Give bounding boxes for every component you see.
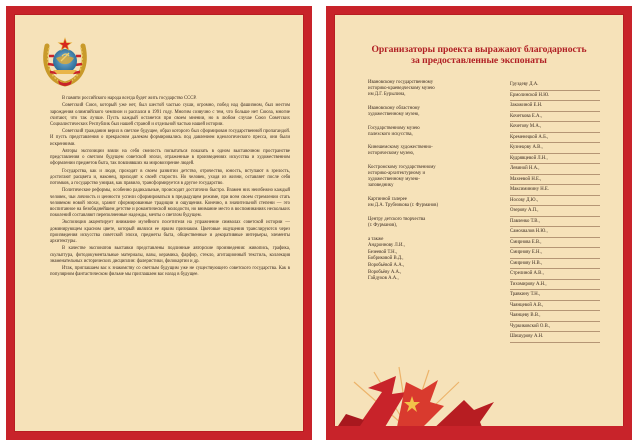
right-page-frame: [326, 6, 632, 440]
paragraph: В памяти российского народа всегда будет жить государство СССР.: [62, 96, 197, 101]
name-item: Тихомирову А.Н.,: [510, 280, 600, 291]
organization-entry: [368, 197, 486, 209]
organization-entry: [368, 106, 486, 118]
private-name: Бобриковой В.Д.,: [368, 256, 404, 262]
org-line: Государственному музею: [368, 125, 420, 131]
name-item: Стрелиной А.В.,: [510, 269, 600, 280]
organizations-list: [368, 80, 486, 283]
name-item: Ермолинской Н.Ю.: [510, 91, 600, 102]
organization-entry: [368, 80, 486, 98]
name-item: Самохвалов Н.Ю.,: [510, 227, 600, 238]
org-line: (г. Фурманов),: [368, 222, 398, 228]
organization-entry: [368, 126, 486, 138]
page-title: [342, 45, 616, 66]
name-item: Кременецкой А.Б.,: [510, 133, 600, 144]
private-prefix: а также: [368, 236, 384, 242]
organization-entry: [368, 217, 486, 229]
name-item: Груздеву Д.А.: [510, 80, 600, 91]
organization-entry: [368, 165, 486, 189]
private-name: Гайдуков А.А.,: [368, 276, 399, 282]
organization-entry: [368, 145, 486, 157]
org-line: заповеднику: [368, 183, 394, 189]
org-line: историко-краеведческому музею: [368, 86, 435, 91]
name-item: Закожиной Е.Н.: [510, 101, 600, 112]
red-banners-decoration: [334, 362, 624, 432]
org-line: историческому музею,: [368, 151, 415, 157]
title-line: Организаторы проекта выражают благодарность: [371, 44, 587, 55]
names-list: [510, 80, 600, 343]
org-line: Кинешемскому художественно-: [368, 145, 433, 151]
org-line: художественному музею,: [368, 111, 420, 117]
left-page: [14, 14, 304, 432]
private-name: Андроннову Л.И.,: [368, 243, 405, 249]
private-name: Воробьёвой А.А.,: [368, 262, 405, 268]
name-item: Травкину Т.Н.,: [510, 290, 600, 301]
name-item: Смирнову Е.Н.,: [510, 248, 600, 259]
paragraph: Итак, приглашаем вас к знакомству со светлым будущим уже не существующего советского государства. Как в популярном фантастическом фильме мы приглашаем вас назад в будущее.: [50, 266, 290, 278]
name-item: Максиминину Н.Е.: [510, 185, 600, 196]
name-item: Павленко Т.В.,: [510, 217, 600, 228]
paragraph: Советский гражданин верил в светлое будущее, образ которого был сформирован государственной пропагандой. И пусть представления о прекрасном далеком формировались под давлением идеологического пресса, они были искренними.: [50, 129, 290, 147]
title-line: за предоставленные экспонаты: [411, 54, 547, 66]
name-item: Смирнову Н.В.,: [510, 259, 600, 270]
paragraph: Политические реформы, особенно радикальные, происходят достаточно быстро. Взамен них неизбежно каждый человек, чьи личность и ценности успели сформироваться в предыдущем режиме, при всем своем стремлении стать человеком новой эпохи, хранит сформированные традиции и ощущения. Конечно, в значительной степени — это воспитанное на безобиднейшем детстве и романтической молодости, но внимание место в воспоминаниях нескольких поколений составляют переполненные надежды, мечты о светлом будущем.: [50, 188, 290, 219]
org-line: историко-архитектурному и: [368, 171, 426, 177]
paragraph: Советский Союз, который уже нет, был шестой частью суши, огромно, побед над фашизмом, был местом зарождения олимпийского чемпион и распался в 1991 году. Многим созвучно с тем, что больше нет Союза, многие считают, что так лучше. Пусть каждый останется при своем мнении, но в любом случае Союз Советских Социалистических Республик был нашей страной и отдельной частью нашей истории.: [50, 103, 290, 127]
org-line: Картинной галерее: [368, 196, 407, 202]
org-line: художественному музею-: [368, 177, 420, 183]
paragraph: Авторы экспозиции взяли на себя смелость попытаться показать в одном выставочном пространстве представления о светлом будущем советской эпохи, отраженные в произведениях искусства и художественном оформлении предметов быта, так повлиявших на мировоззрение людей.: [50, 148, 290, 167]
name-item: Озерову А.П.,: [510, 206, 600, 217]
org-line: Ивановскому областному: [368, 105, 420, 111]
name-item: Кочетову М.А.,: [510, 122, 600, 133]
name-item: Махеевой Н.Е.,: [510, 175, 600, 186]
name-item: Носову Д.Ю.,: [510, 196, 600, 207]
left-page-frame: [6, 6, 312, 440]
org-line: Костромскому государственному: [368, 165, 436, 171]
private-name: Безеевой Т.Н.,: [368, 249, 398, 255]
name-item: Кудрявцевой Л.Н.,: [510, 154, 600, 165]
left-page-text: [50, 96, 290, 280]
name-item: Кочеткова Е.А.,: [510, 112, 600, 123]
name-item: Левиной Н.А.,: [510, 164, 600, 175]
name-item: Чаянцеву В.В.,: [510, 311, 600, 322]
name-item: Кузнецову А.В.,: [510, 143, 600, 154]
right-page: [334, 14, 624, 432]
org-line: им Д.А. Трубникова (г. Фурманов): [368, 202, 439, 208]
ussr-emblem-icon: [40, 34, 90, 88]
name-item: Шишурову А.Н.: [510, 332, 600, 343]
name-item: Чуркиковской О.В.,: [510, 322, 600, 333]
paragraph: Государства, как и люди, проходят в своем развитии детство, отрочество, юность, вступают в зрелость, достигают расцвета и, наконец, приходят к своей старости. Но человек, уходя из жизни, оставляет после себя потомков, а государство умирая, как правило, трансформируется в другое государство.: [50, 168, 290, 187]
private-name: Воробьёву А.А.,: [368, 269, 402, 275]
paragraph: Экспозиция акцентирует внимание музейного посетителя на упражнение символах советской истории — доминирующем красном цвете, который являлся ее ярким признаком. Цветовые ощущения транслируются через произведения искусства советской эпохи, предметы быта, общественные и декоративные интерьеры, элементы архитектуры.: [50, 220, 290, 245]
org-line: палехского искусства,: [368, 131, 413, 137]
name-item: Смирнова Е.В.,: [510, 238, 600, 249]
paragraph: В качестве экспонатов выставки представлены подлинные авторские произведения: живопись, графика, скульптура, фотодокументальные материалы, вазы, керамика, фарфор, стекло, агитационный текстиль, коллекция знаменательных исторических дисциплин: фалеристики, филокартии и др.: [50, 246, 290, 264]
org-line: Ивановскому государственному: [368, 80, 434, 85]
name-item: Чаянцевой А.В.,: [510, 301, 600, 312]
org-line: им Д.Г. Бурылина,: [368, 92, 406, 97]
org-line: Центру детского творчества: [368, 216, 426, 222]
